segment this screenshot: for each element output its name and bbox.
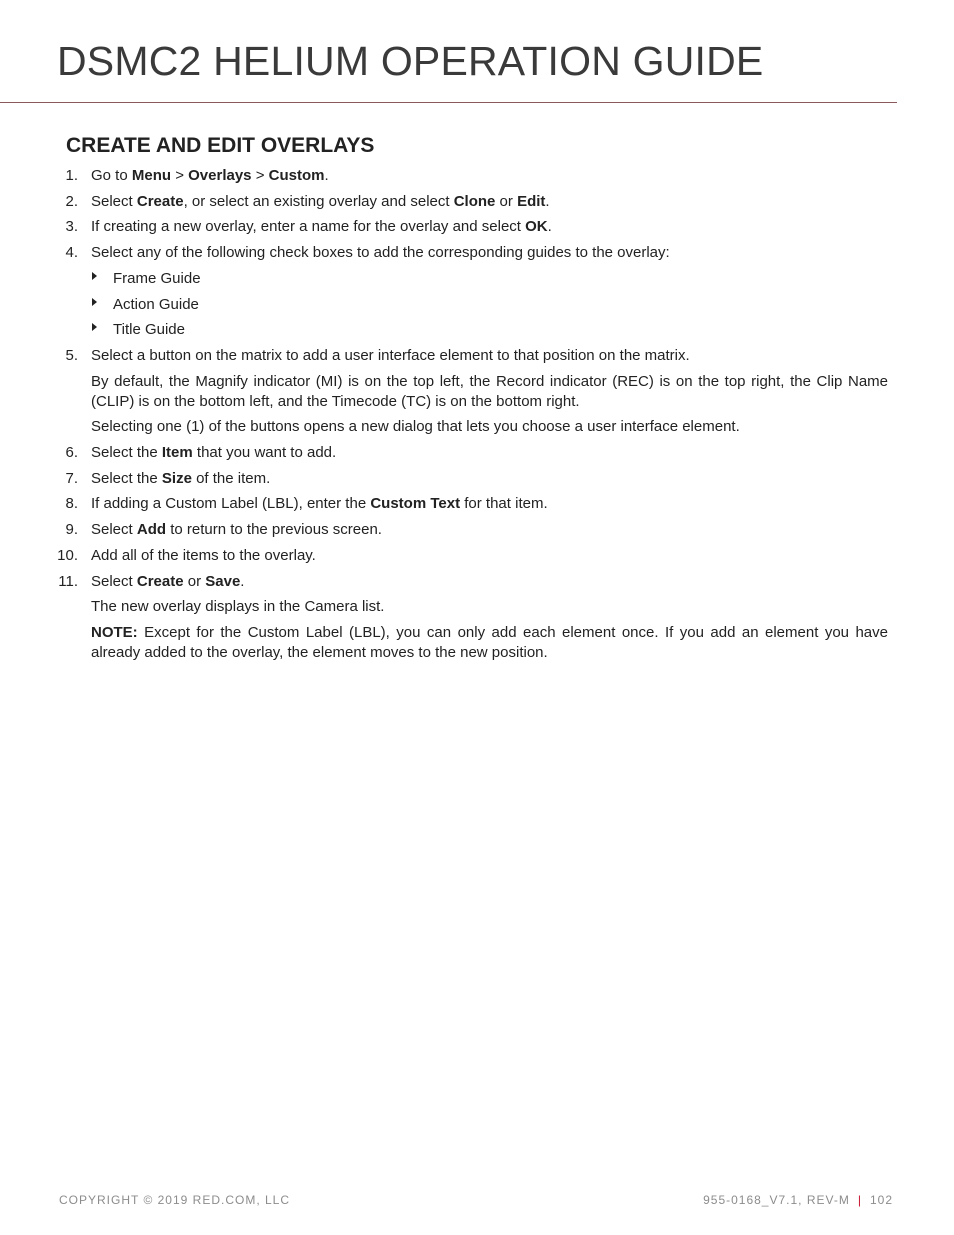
bullet-label: Action Guide (113, 296, 199, 313)
step-number: 9. (65, 521, 78, 538)
step-text-part: Select (91, 573, 137, 590)
page-number: 102 (869, 1193, 893, 1207)
footer-page-info (703, 1193, 893, 1207)
step-text-part: or (495, 193, 518, 210)
step-text-part: Select (91, 193, 137, 210)
step-number: 10. (57, 547, 78, 564)
step-text-part: Go to (91, 167, 132, 184)
footer-copyright: COPYRIGHT © 2019 RED.COM, LLC (59, 1193, 291, 1207)
step-11-detail: The new overlay displays in the Camera list. (91, 598, 385, 615)
step-text (91, 443, 336, 463)
step-text (91, 217, 552, 237)
step-text (91, 572, 244, 592)
document-title: DSMC2 HELIUM OPERATION GUIDE (57, 38, 764, 84)
step-text: Select any of the following check boxes to add the corresponding guides to the overlay: (91, 244, 670, 261)
menu-term: Menu (131, 167, 172, 184)
step-number: 6. (65, 444, 78, 461)
step-text-part: . (545, 193, 550, 210)
menu-term: Overlays (188, 167, 252, 184)
step-number: 1. (65, 167, 78, 184)
note-label: NOTE: (91, 624, 138, 641)
bullet-arrow-icon (92, 272, 97, 280)
step-text-part: for that item. (460, 495, 548, 512)
ui-term: OK (525, 218, 548, 235)
section-heading: CREATE AND EDIT OVERLAYS (66, 134, 375, 157)
step-text-part: . (547, 218, 552, 235)
step-text-part: If creating a new overlay, enter a name for the overlay and select (91, 218, 526, 235)
step-text (91, 166, 329, 186)
ui-term: Edit (517, 193, 546, 210)
menu-term: Custom (268, 167, 325, 184)
ui-term: Size (161, 470, 192, 487)
step-number: 2. (65, 193, 78, 210)
step-number: 11. (58, 573, 78, 590)
bullet-label: Frame Guide (113, 270, 201, 287)
footer-doc-id: 955-0168_V7.1, REV-M (703, 1193, 850, 1207)
step-text: Select a button on the matrix to add a user interface element to that position on the matrix. (91, 347, 690, 364)
step-text-part: or (183, 573, 206, 590)
step-text-part: . (240, 573, 245, 590)
step-text-part: Select the (91, 444, 162, 461)
ui-term: Item (161, 444, 193, 461)
step-text-part: > (251, 167, 269, 184)
ui-term: Add (136, 521, 167, 538)
bullet-arrow-icon (92, 298, 97, 306)
step-text-part: Select the (91, 470, 162, 487)
footer-separator: | (857, 1193, 862, 1207)
ui-term: Clone (453, 193, 496, 210)
step-text-part: , or select an existing overlay and select (183, 193, 454, 210)
step-number: 8. (65, 495, 78, 512)
step-text (91, 520, 382, 540)
step-text-part: Select (91, 521, 137, 538)
bullet-label: Title Guide (113, 321, 185, 338)
step-number: 3. (65, 218, 78, 235)
note (91, 623, 888, 663)
step-text-part: to return to the previous screen. (166, 521, 382, 538)
ui-term: Create (136, 573, 184, 590)
step-text (91, 192, 550, 212)
ui-term: Create (136, 193, 184, 210)
header-divider (0, 102, 897, 103)
step-text (91, 469, 270, 489)
note-text: Except for the Custom Label (LBL), you can only add each element once. If you add an element you have already added to the overlay, the element moves to the new position. (91, 624, 888, 661)
ui-term: Custom Text (370, 495, 461, 512)
step-text-part: If adding a Custom Label (LBL), enter the (91, 495, 371, 512)
step-text-part: . (324, 167, 329, 184)
bullet-arrow-icon (92, 323, 97, 331)
step-text-part: of the item. (191, 470, 271, 487)
step-number: 7. (65, 470, 78, 487)
step-text-part: that you want to add. (192, 444, 337, 461)
ui-term: Save (205, 573, 241, 590)
step-number: 5. (65, 347, 78, 364)
step-5-detail: By default, the Magnify indicator (MI) is on the top left, the Record indicator (REC) is on the top right, the Clip Name (CLIP) is on the bottom left, and the Timecode (TC) is on the bottom right. (91, 373, 888, 410)
step-5-detail: Selecting one (1) of the buttons opens a new dialog that lets you choose a user interface element. (91, 418, 740, 435)
step-text-part: > (171, 167, 189, 184)
step-number: 4. (65, 244, 78, 261)
step-text (91, 494, 548, 514)
step-text: Add all of the items to the overlay. (91, 547, 316, 564)
